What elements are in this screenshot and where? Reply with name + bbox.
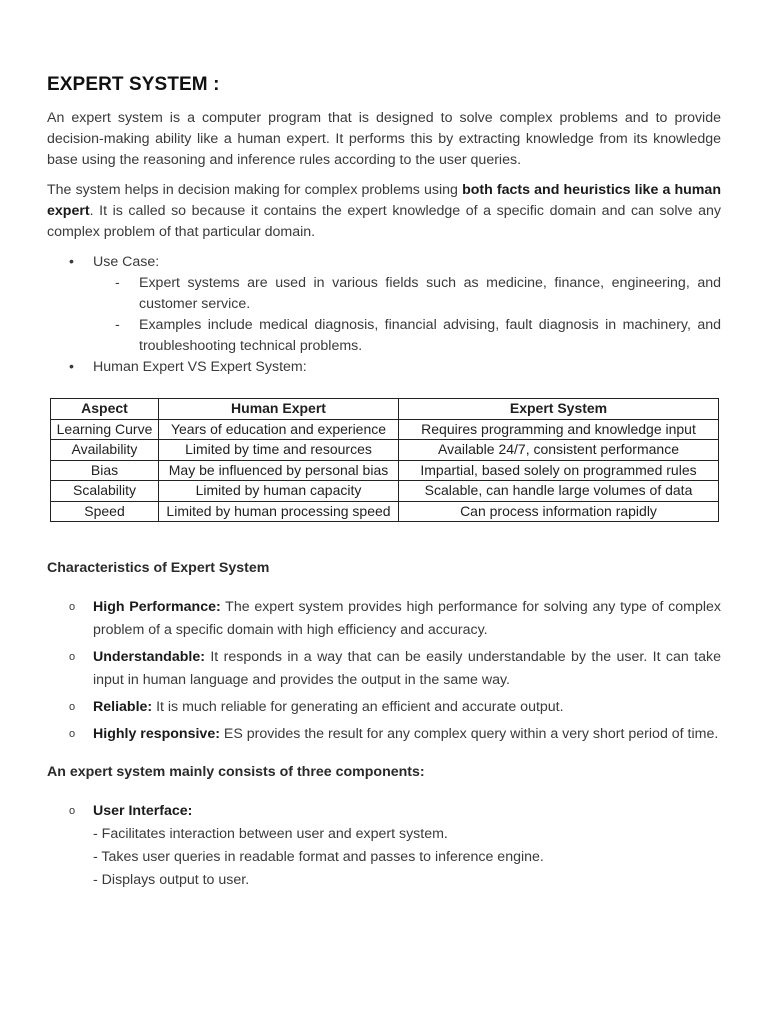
item-term: Highly responsive: [93,726,220,742]
item-text: It is much reliable for generating an efficient and accurate output. [152,699,564,715]
table-header-cell: Human Expert [159,399,399,420]
decision-paragraph [47,180,721,243]
list-item [47,646,721,692]
table-row [51,501,719,522]
table-cell: Bias [51,460,159,481]
list-item [47,596,721,642]
component-detail: - Takes user queries in readable format and passes to inference engine. [93,849,544,865]
table-cell: Requires programming and knowledge input [399,419,719,440]
use-case-text: Examples include medical diagnosis, financial advising, fault diagnosis in machinery, and troubleshooting technical problems. [139,317,721,354]
circle-bullet-icon: o [69,701,76,713]
components-list [47,800,721,892]
dash-icon: - [115,317,120,333]
table-cell: Available 24/7, consistent performance [399,440,719,461]
decision-text-bold: both facts and heuristics like a human expert [47,182,721,219]
table-cell: Speed [51,501,159,522]
table-cell: Limited by time and resources [159,440,399,461]
table-cell: Learning Curve [51,419,159,440]
table-cell: Scalability [51,481,159,502]
table-row [51,460,719,481]
decision-text-after: . It is called so because it contains the expert knowledge of a specific domain and can solve any complex problem of that particular domain. [47,203,721,240]
characteristics-list [47,596,721,746]
table-header-cell: Expert System [399,399,719,420]
table-cell: Availability [51,440,159,461]
table-cell: Impartial, based solely on programmed rules [399,460,719,481]
bullet-list [47,252,721,378]
item-text: ES provides the result for any complex query within a very short period of time. [219,726,719,742]
use-case-item [93,315,721,357]
table-cell: May be influenced by personal bias [159,460,399,481]
bullet-icon: • [69,359,74,375]
comparison-label: Human Expert VS Expert System: [93,359,307,375]
table-cell: Scalable, can handle large volumes of data [399,481,719,502]
list-item [47,696,721,719]
circle-bullet-icon: o [69,651,76,663]
circle-bullet-icon: o [69,805,76,817]
use-case-sublist [93,273,721,357]
components-heading: An expert system mainly consists of three components: [47,764,425,780]
component-detail: - Displays output to user. [93,872,250,888]
list-item [47,723,721,746]
table-cell: Can process information rapidly [399,501,719,522]
circle-bullet-icon: o [69,601,76,613]
bullet-icon: • [69,254,74,270]
item-term: Understandable: [93,649,205,665]
item-text: It responds in a way that can be easily understandable by the user. It can take input in human language and provides the output in the same way. [93,649,721,688]
item-term: Reliable: [93,699,153,715]
table-cell: Limited by human capacity [159,481,399,502]
table-header-cell: Aspect [51,399,159,420]
dash-icon: - [115,275,120,291]
item-term: User Interface: [93,803,193,819]
use-case-item [93,273,721,315]
circle-bullet-icon: o [69,728,76,740]
page-title: EXPERT SYSTEM : [47,74,220,95]
list-item-use-case [47,252,721,357]
intro-paragraph: An expert system is a computer program that is designed to solve complex problems and to provide decision-making ability like a human expert. It performs this by extracting knowledge from its knowledge base using the reasoning and inference rules according to the user queries. [47,110,721,168]
use-case-text: Expert systems are used in various fields such as medicine, finance, engineering, and customer service. [139,275,721,312]
component-detail: - Facilitates interaction between user and expert system. [93,826,448,842]
item-term: High Performance: [93,599,221,615]
comparison-table [50,398,719,522]
table-cell: Years of education and experience [159,419,399,440]
list-item-comparison [47,357,721,378]
list-item [47,800,721,892]
use-case-label: Use Case: [93,254,160,270]
table-row [51,419,719,440]
table-cell: Limited by human processing speed [159,501,399,522]
table-row [51,481,719,502]
decision-text-before: The system helps in decision making for complex problems using [47,182,463,198]
table-header-row [51,399,719,420]
table-row [51,440,719,461]
item-text: The expert system provides high performance for solving any type of complex problem of a specific domain with high efficiency and accuracy. [93,599,721,638]
characteristics-heading: Characteristics of Expert System [47,560,270,576]
